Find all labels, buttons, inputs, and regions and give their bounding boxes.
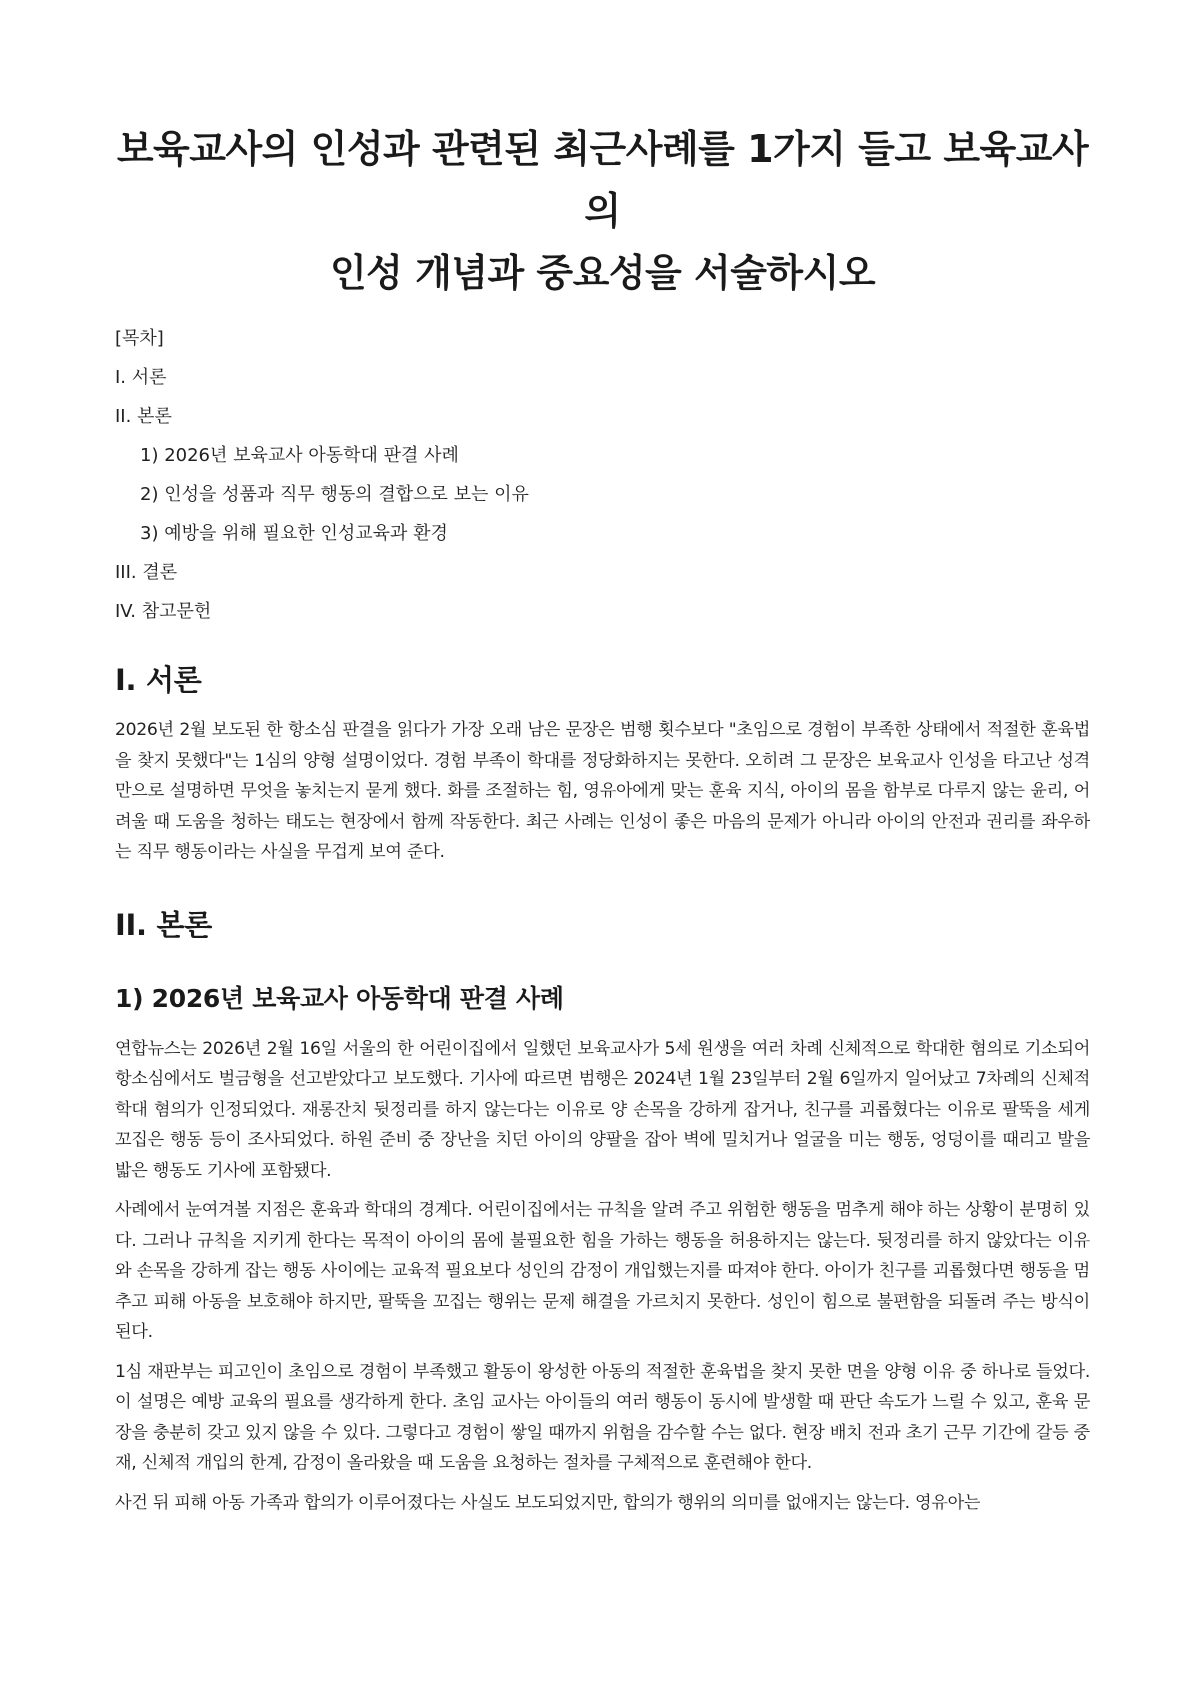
section-heading-intro: I. 서론 xyxy=(115,663,202,697)
section-heading-body: II. 본론 xyxy=(115,907,212,942)
toc-item-body: II. 본론 xyxy=(115,406,172,427)
toc-item-body-1: 1) 2026년 보육교사 아동학대 판결 사례 xyxy=(140,445,459,466)
toc-heading: [목차] xyxy=(115,328,164,349)
body-paragraph-1: 연합뉴스는 2026년 2월 16일 서울의 한 어린이집에서 일했던 보육교사가 5세 원생을 여러 차례 신체적으로 학대한 혐의로 기소되어 항소심에서도 벌금형을 선고받았다고 보도했다. 기사에 따르면 범행은 2024년 1월 23일부터 2월 6일까지 일어났고 7차례의 신체적 학대 혐의가 인정되었다. 재롱잔치 뒷정리를 하지 않는다는 이유로 양 손목을 강하게 잡거나, 친구를 괴롭혔다는 이유로 팔뚝을 세게 꼬집은 행동 등이 조사되었다. 하원 준비 중 장난을 치던 아이의 양팔을 잡아 벽에 밀치거나 얼굴을 미는 행동, 엉덩이를 때리고 발을 밟은 행동도 기사에 포함됐다. xyxy=(115,1038,1090,1181)
title-line-1: 보육교사의 인성과 관련된 최근사례를 1가지 들고 보육교사의 xyxy=(116,127,1089,233)
document-title xyxy=(115,118,1090,304)
body-paragraph-3: 1심 재판부는 피고인이 초임으로 경험이 부족했고 활동이 왕성한 아동의 적절한 훈육법을 찾지 못한 면을 양형 이유 중 하나로 들었다. 이 설명은 예방 교육의 필요를 생각하게 한다. 초임 교사는 아이들의 여러 행동이 동시에 발생할 때 판단 속도가 느릴 수 있고, 훈육 문장을 충분히 갖고 있지 않을 수 있다. 그렇다고 경험이 쌓일 때까지 위험을 감수할 수는 없다. 현장 배치 전과 초기 근무 기간에 갈등 중재, 신체적 개입의 한계, 감정이 올라왔을 때 도움을 요청하는 절차를 구체적으로 훈련해야 한다. xyxy=(115,1361,1090,1473)
body-paragraph-4: 사건 뒤 피해 아동 가족과 합의가 이루어졌다는 사실도 보도되었지만, 합의가 행위의 의미를 없애지는 않는다. 영유아는 xyxy=(115,1492,981,1513)
toc-item-body-2: 2) 인성을 성품과 직무 행동의 결합으로 보는 이유 xyxy=(140,484,529,505)
title-line-2: 인성 개념과 중요성을 서술하시오 xyxy=(329,251,876,295)
subsection-heading-1: 1) 2026년 보육교사 아동학대 판결 사례 xyxy=(115,983,564,1013)
body-paragraph-2: 사례에서 눈여겨볼 지점은 훈육과 학대의 경계다. 어린이집에서는 규칙을 알려 주고 위험한 행동을 멈추게 해야 하는 상황이 분명히 있다. 그러나 규칙을 지키게 한다는 목적이 아이의 몸에 불필요한 힘을 가하는 행동을 허용하지는 않는다. 뒷정리를 하지 않았다는 이유와 손목을 강하게 잡는 행동 사이에는 교육적 필요보다 성인의 감정이 개입했는지를 따져야 한다. 아이가 친구를 괴롭혔다면 행동을 멈추고 피해 아동을 보호해야 하지만, 팔뚝을 꼬집는 행위는 문제 해결을 가르치지 못한다. 성인이 힘으로 불편함을 되돌려 주는 방식이 된다. xyxy=(115,1200,1090,1342)
toc-item-body-3: 3) 예방을 위해 필요한 인성교육과 환경 xyxy=(140,523,448,544)
toc-item-references: IV. 참고문헌 xyxy=(115,601,212,622)
document-page xyxy=(115,118,1090,1527)
intro-paragraph: 2026년 2월 보도된 한 항소심 판결을 읽다가 가장 오래 남은 문장은 범행 횟수보다 "초임으로 경험이 부족한 상태에서 적절한 훈육법을 찾지 못했다"는 1심의 양형 설명이었다. 경험 부족이 학대를 정당화하지는 못한다. 오히려 그 문장은 보육교사 인성을 타고난 성격만으로 설명하면 무엇을 놓치는지 묻게 했다. 화를 조절하는 힘, 영유아에게 맞는 훈육 지식, 아이의 몸을 함부로 다루지 않는 윤리, 어려울 때 도움을 청하는 태도는 현장에서 함께 작동한다. 최근 사례는 인성이 좋은 마음의 문제가 아니라 아이의 안전과 권리를 좌우하는 직무 행동이라는 사실을 무겁게 보여 준다. xyxy=(115,720,1090,862)
table-of-contents xyxy=(115,328,1090,623)
toc-item-intro: I. 서론 xyxy=(115,367,167,388)
toc-item-conclusion: III. 결론 xyxy=(115,562,178,583)
